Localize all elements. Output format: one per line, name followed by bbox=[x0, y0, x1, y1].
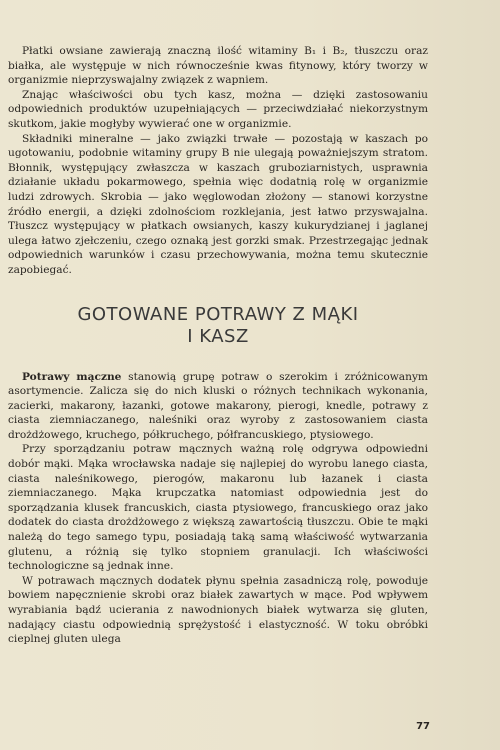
section-title-line-2: I KASZ bbox=[187, 325, 249, 347]
page-number: 77 bbox=[416, 721, 430, 732]
paragraph-oat-flakes: Płatki owsiane zawierają znaczną ilość witaminy B₁ i B₂, tłuszczu oraz białka, ale występuje w nich równocześnie kwas fitynowy, który tworzy w organizmie nieprzyswajalny związek z wapniem. bbox=[8, 45, 428, 87]
paragraph-flour-dishes bbox=[8, 370, 428, 443]
paragraph-liquid-role: W potrawach mącznych dodatek płynu spełnia zasadniczą rolę, powoduje bowiem napęcznienie skrobi oraz białek zawartych w mące. Pod wpływem wyrabiania bądź ucierania z nawodnionych białek wytwarza się gluten, nadający ciastu odpowiednią sprężystość i elastyczność. W toku obróbki cieplnej gluten ulega bbox=[8, 574, 428, 646]
paragraph-lead-rest: stanowią grupę potraw o szerokim i zróżnicowanym asortymencie. Zalicza się do nich kluski o różnych technikach wykonania, zacierki, makarony, łazanki, gotowe makarony, pierogi, knedle, potrawy z ciasta ziemniaczanego, naleśniki oraz wyroby z zastosowaniem ciasta drożdżowego, kruchego, półkruchego, półfrancuskiego, ptysiowego. bbox=[8, 370, 428, 441]
paragraph-properties: Znając właściwości obu tych kasz, można — dzięki zastosowaniu odpowiednich produktów uzupełniających — przeciwdziałać niekorzystnym skutkom, jakie mogłyby wywierać one w organizmie. bbox=[8, 88, 428, 130]
section-title-line-1: GOTOWANE POTRAWY Z MĄKI bbox=[77, 303, 359, 325]
paragraph-minerals: Składniki mineralne — jako związki trwałe — pozostają w kaszach po ugotowaniu, podobnie witaminy grupy B nie ulegają poważniejszym stratom. Błonnik, występujący zwłaszcza w kaszach gruboziarnistych, usprawnia działanie układu pokarmowego, spełnia więc dodatnią rolę w organizmie ludzi zdrowych. Skrobia — jako węglowodan złożony — stanowi korzystne źródło energii, a dzięki zdolnościom rozklejania, jest łatwo przyswajalna. Tłuszcz występujący w płatkach owsianych, kaszy kukurydzianej i jaglanej ulega łatwo zjełczeniu, czego oznaką jest gorzki smak. Przestrzegając jednak odpowiednich warunków i czasu przechowywania, można temu skutecznie zapobiegać. bbox=[8, 132, 428, 276]
section-title bbox=[8, 304, 428, 348]
paragraph-lead-bold: Potrawy mączne bbox=[22, 370, 122, 383]
paragraph-flour-choice: Przy sporządzaniu potraw mącznych ważną rolę odgrywa odpowiedni dobór mąki. Mąka wrocławska nadaje się najlepiej do wyrobu lanego ciasta, ciasta naleśnikowego, pierogów, makaronu lub łazanek i ciasta ziemniaczanego. Mąka krupczatka natomiast odpowiednia jest do sporządzania klusek francuskich, ciasta ptysiowego, francuskiego oraz jako dodatek do ciasta drożdżowego z większą zawartością tłuszczu. Obie te mąki należą do tego samego typu, posiadają taką samą właściwość wytwarzania glutenu, a różnią się tylko stopniem granulacji. Ich właściwości technologiczne są jednak inne. bbox=[8, 443, 428, 573]
